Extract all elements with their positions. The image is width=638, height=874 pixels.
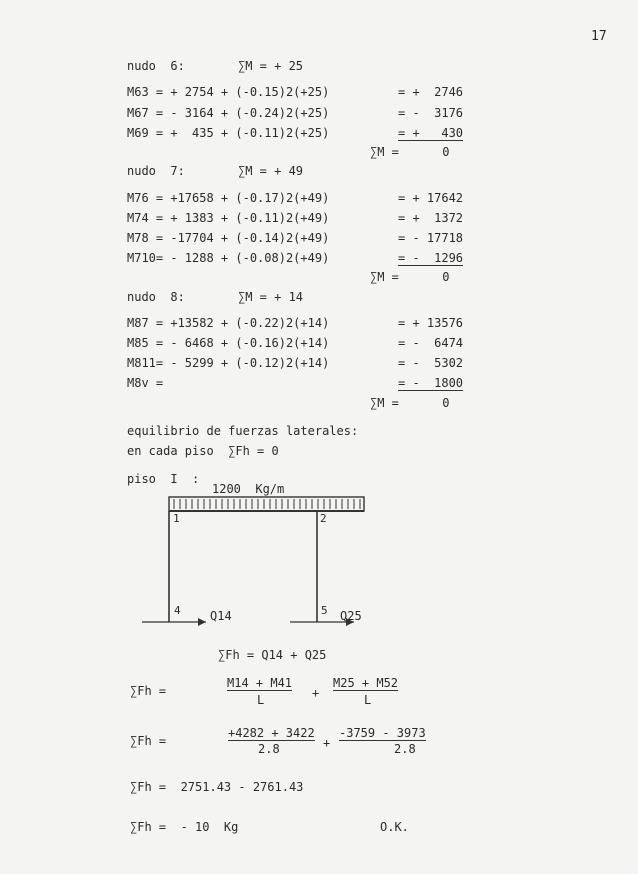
node-7-row-1: M76 = +17658 + (-0.17)2(+49) bbox=[127, 191, 330, 205]
equation-sum-q: ∑Fh = Q14 + Q25 bbox=[218, 648, 327, 662]
node-7-row-2: M74 = + 1383 + (-0.11)2(+49) bbox=[127, 211, 330, 225]
equation-2-num-2: M25 + M52 bbox=[333, 676, 399, 690]
node-label-2: 2 bbox=[320, 512, 327, 525]
equation-2-den-2: L bbox=[364, 693, 372, 707]
equation-5: ∑Fh = - 10 Kg bbox=[130, 820, 239, 834]
node-8-total: ∑M = 0 bbox=[370, 396, 450, 410]
node-8-row-1-result: = + 13576 bbox=[398, 316, 464, 330]
floor-label: piso I : bbox=[127, 472, 200, 486]
node-7-header: nudo 7: bbox=[127, 164, 185, 178]
equation-3-num-2: -3759 - 3973 bbox=[339, 726, 426, 740]
equation-2-plus: + bbox=[312, 686, 320, 700]
node-8-row-2-result: = - 6474 bbox=[398, 336, 464, 350]
equation-3-num-1: +4282 + 3422 bbox=[228, 726, 315, 740]
node-8-row-4: M8v = bbox=[127, 376, 164, 390]
equation-4: ∑Fh = 2751.43 - 2761.43 bbox=[130, 780, 304, 794]
equation-2-num-1: M14 + M41 bbox=[227, 676, 293, 690]
equation-2-lhs: ∑Fh = bbox=[130, 684, 167, 698]
node-7-row-3: M78 = -17704 + (-0.14)2(+49) bbox=[127, 231, 330, 245]
equation-3-den-1: 2.8 bbox=[258, 742, 280, 756]
node-7-row-4: M710= - 1288 + (-0.08)2(+49) bbox=[127, 251, 330, 265]
load-label: 1200 Kg/m bbox=[212, 482, 285, 496]
node-7-row-2-result: = + 1372 bbox=[398, 211, 464, 225]
node-6-row-3: M69 = + 435 + (-0.11)2(+25) bbox=[127, 126, 330, 140]
node-6-row-1: M63 = + 2754 + (-0.15)2(+25) bbox=[127, 85, 330, 99]
equation-3-lhs: ∑Fh = bbox=[130, 734, 167, 748]
q14-label: Q14 bbox=[210, 609, 232, 623]
node-6-row-1-result: = + 2746 bbox=[398, 85, 464, 99]
node-6-total: ∑M = 0 bbox=[370, 145, 450, 159]
node-6-row-3-result: = + 430 bbox=[398, 126, 464, 140]
node-8-sum: ∑M = + 14 bbox=[238, 290, 304, 304]
node-label-1: 1 bbox=[173, 512, 180, 525]
node-8-row-1: M87 = +13582 + (-0.22)2(+14) bbox=[127, 316, 330, 330]
node-7-row-4-result: = - 1296 bbox=[398, 251, 464, 265]
node-8-row-2: M85 = - 6468 + (-0.16)2(+14) bbox=[127, 336, 330, 350]
node-6-header: nudo 6: bbox=[127, 59, 185, 73]
equilibrium-condition: en cada piso ∑Fh = 0 bbox=[127, 444, 279, 458]
arrow-head-q14 bbox=[198, 618, 206, 626]
page-number: 17 bbox=[591, 29, 607, 44]
equation-2-den-1: L bbox=[257, 693, 265, 707]
node-6-row-2-result: = - 3176 bbox=[398, 106, 464, 120]
node-7-total: ∑M = 0 bbox=[370, 270, 450, 284]
node-8-row-4-result: = - 1800 bbox=[398, 376, 464, 390]
node-7-row-1-result: = + 17642 bbox=[398, 191, 464, 205]
equilibrium-title: equilibrio de fuerzas laterales: bbox=[127, 424, 359, 438]
node-label-5: 5 bbox=[321, 604, 328, 617]
equation-3-plus: + bbox=[323, 736, 331, 750]
node-label-4: 4 bbox=[174, 604, 181, 617]
node-8-row-3-result: = - 5302 bbox=[398, 356, 464, 370]
node-6-row-2: M67 = - 3164 + (-0.24)2(+25) bbox=[127, 106, 330, 120]
node-7-row-3-result: = - 17718 bbox=[398, 231, 464, 245]
equation-3-den-2: 2.8 bbox=[394, 742, 416, 756]
node-6-sum: ∑M = + 25 bbox=[238, 59, 304, 73]
q25-label: Q25 bbox=[340, 609, 362, 623]
node-8-row-3: M811= - 5299 + (-0.12)2(+14) bbox=[127, 356, 330, 370]
node-7-sum: ∑M = + 49 bbox=[238, 164, 304, 178]
ok-mark: O.K. bbox=[380, 820, 409, 834]
node-8-header: nudo 8: bbox=[127, 290, 185, 304]
